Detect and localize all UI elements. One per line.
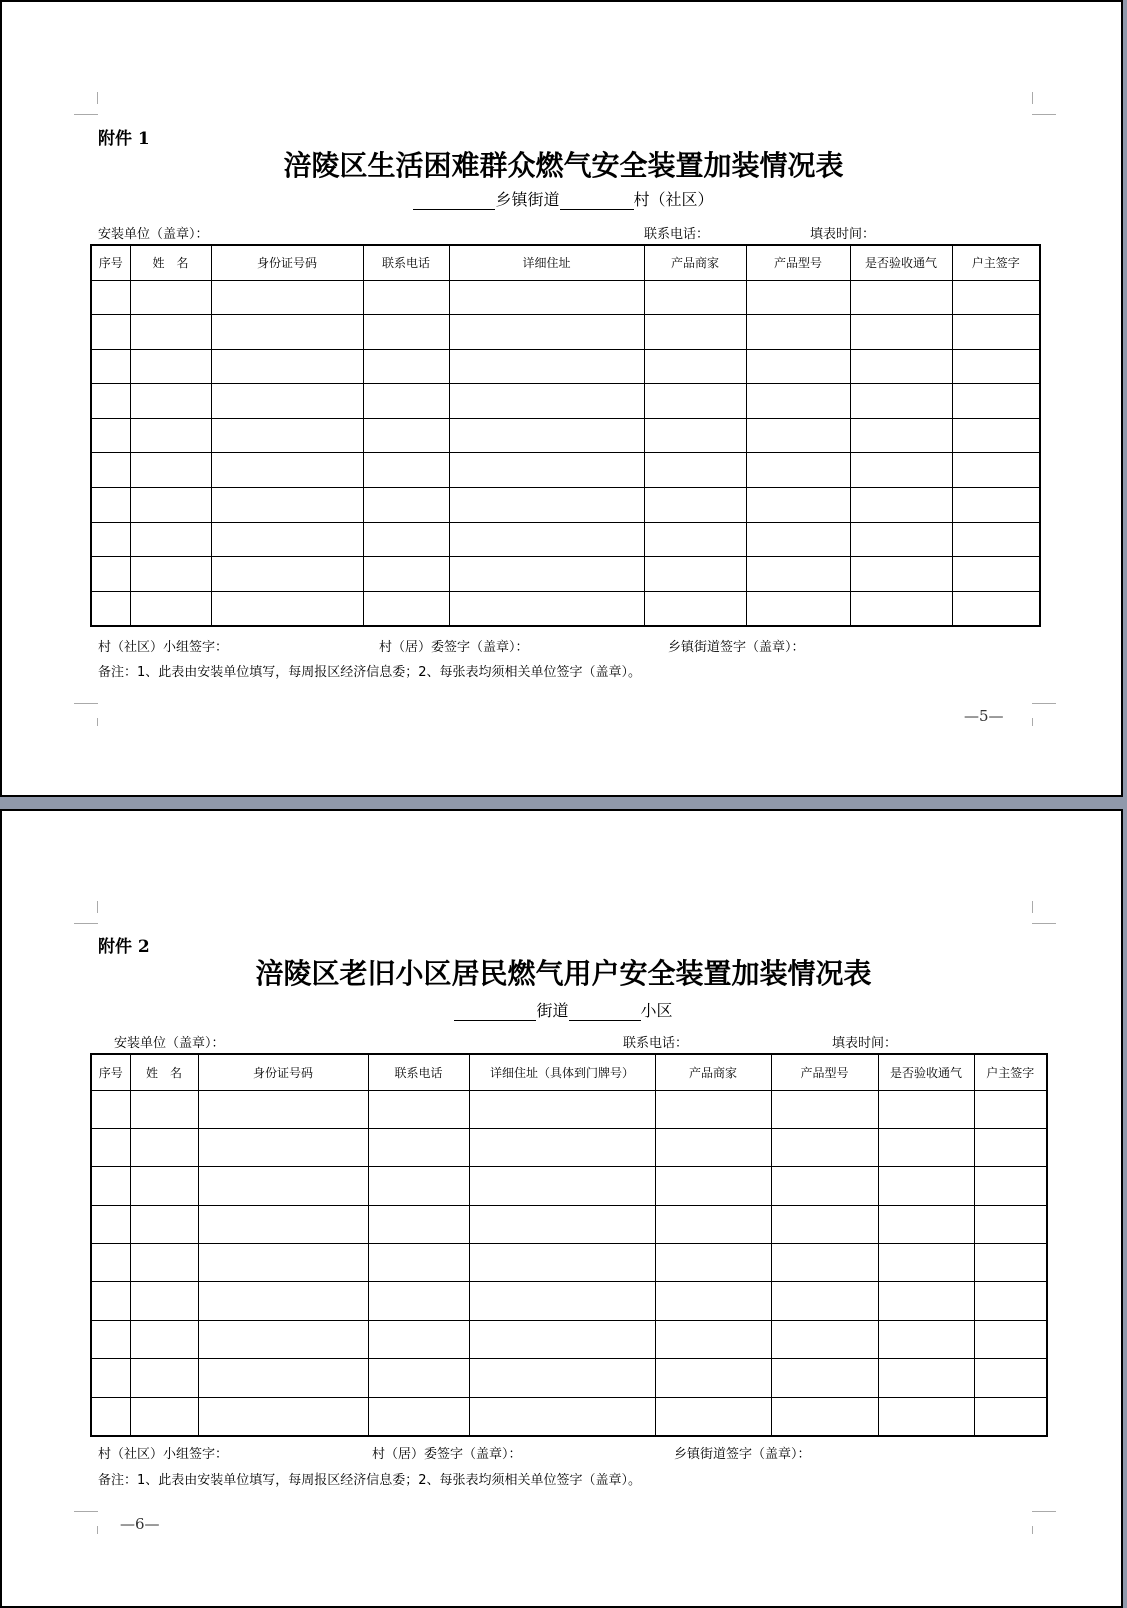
table-cell[interactable]	[130, 522, 211, 557]
table-cell[interactable]	[363, 522, 449, 557]
form-subtitle	[2, 998, 1125, 1021]
column-header: 姓 名	[130, 245, 211, 280]
table-cell[interactable]	[211, 557, 363, 592]
page-5	[0, 0, 1123, 797]
table-cell[interactable]	[644, 280, 746, 315]
table-cell[interactable]	[878, 1282, 974, 1320]
table-cell[interactable]	[655, 1128, 771, 1166]
table-cell[interactable]	[449, 522, 644, 557]
table-cell[interactable]	[449, 384, 644, 419]
column-header: 详细住址（具体到门牌号）	[469, 1054, 655, 1090]
table-cell[interactable]	[771, 1320, 878, 1358]
table-row	[91, 349, 1040, 384]
table-cell[interactable]	[91, 453, 130, 488]
table-cell[interactable]	[91, 315, 130, 350]
table-cell[interactable]	[771, 1397, 878, 1435]
crop-mark	[1032, 1526, 1033, 1534]
table-cell[interactable]	[746, 488, 850, 523]
table-cell[interactable]	[644, 557, 746, 592]
table-row	[91, 1167, 1047, 1205]
table-row	[91, 1320, 1047, 1358]
table-cell[interactable]	[130, 1128, 198, 1166]
table-cell[interactable]	[91, 1397, 130, 1435]
table-cell[interactable]	[644, 384, 746, 419]
table-cell[interactable]	[130, 1244, 198, 1282]
crop-mark	[74, 1511, 98, 1512]
column-header: 联系电话	[368, 1054, 469, 1090]
table-cell[interactable]	[368, 1167, 469, 1205]
table-cell[interactable]	[198, 1244, 368, 1282]
crop-mark	[74, 114, 98, 115]
table-cell[interactable]	[198, 1167, 368, 1205]
table-cell[interactable]	[655, 1359, 771, 1397]
table-cell[interactable]	[368, 1282, 469, 1320]
table-cell[interactable]	[368, 1397, 469, 1435]
table-cell[interactable]	[198, 1205, 368, 1243]
street-blank[interactable]	[454, 1004, 536, 1021]
table-cell[interactable]	[449, 418, 644, 453]
table-cell[interactable]	[91, 418, 130, 453]
table-row	[91, 557, 1040, 592]
table-cell[interactable]	[746, 280, 850, 315]
annex-label: 附件 1	[98, 129, 150, 149]
page-number: —5—	[964, 707, 1004, 725]
table-cell[interactable]	[91, 349, 130, 384]
table-cell[interactable]	[368, 1205, 469, 1243]
table-cell[interactable]	[952, 488, 1040, 523]
table-cell[interactable]	[198, 1282, 368, 1320]
column-header: 详细住址	[449, 245, 644, 280]
table-cell[interactable]	[469, 1244, 655, 1282]
table-cell[interactable]	[469, 1205, 655, 1243]
table-cell[interactable]	[130, 1359, 198, 1397]
crop-mark	[97, 901, 98, 913]
fill-time-label: 填表时间：	[832, 1036, 898, 1051]
column-header: 姓 名	[130, 1054, 198, 1090]
table-cell[interactable]	[771, 1090, 878, 1128]
table-cell[interactable]	[91, 384, 130, 419]
table-cell[interactable]	[771, 1244, 878, 1282]
table-cell[interactable]	[746, 591, 850, 626]
table-cell[interactable]	[363, 557, 449, 592]
table-row	[91, 488, 1040, 523]
table-cell[interactable]	[469, 1282, 655, 1320]
install-unit-label: 安装单位（盖章）：	[114, 1036, 225, 1051]
crop-mark	[1032, 92, 1033, 104]
table-row	[91, 1128, 1047, 1166]
table-cell[interactable]	[449, 591, 644, 626]
table-cell[interactable]	[91, 522, 130, 557]
table-header-row	[91, 1054, 1047, 1090]
table-cell[interactable]	[130, 315, 211, 350]
table-cell[interactable]	[130, 591, 211, 626]
table-cell[interactable]	[850, 591, 952, 626]
table-cell[interactable]	[449, 453, 644, 488]
table-cell[interactable]	[771, 1205, 878, 1243]
table-cell[interactable]	[368, 1244, 469, 1282]
table-cell[interactable]	[469, 1359, 655, 1397]
table-cell[interactable]	[878, 1090, 974, 1128]
table-row	[91, 418, 1040, 453]
village-blank[interactable]	[560, 193, 634, 210]
table-cell[interactable]	[211, 591, 363, 626]
table-cell[interactable]	[644, 315, 746, 350]
table-cell[interactable]	[644, 418, 746, 453]
table-cell[interactable]	[974, 1320, 1047, 1358]
table-cell[interactable]	[130, 280, 211, 315]
table-cell[interactable]	[363, 349, 449, 384]
table-cell[interactable]	[363, 315, 449, 350]
table-cell[interactable]	[130, 1397, 198, 1435]
table-row	[91, 1205, 1047, 1243]
table-cell[interactable]	[655, 1397, 771, 1435]
table-cell[interactable]	[130, 1205, 198, 1243]
table-cell[interactable]	[363, 418, 449, 453]
phone-label: 联系电话：	[644, 227, 710, 242]
table-cell[interactable]	[746, 384, 850, 419]
table-cell[interactable]	[655, 1167, 771, 1205]
table-cell[interactable]	[771, 1128, 878, 1166]
table-row	[91, 1397, 1047, 1435]
table-cell[interactable]	[746, 315, 850, 350]
table-cell[interactable]	[91, 1090, 130, 1128]
table-cell[interactable]	[130, 1090, 198, 1128]
town-signature-label: 乡镇街道签字（盖章）：	[674, 1447, 811, 1462]
column-header: 产品商家	[644, 245, 746, 280]
table-cell[interactable]	[771, 1167, 878, 1205]
table-cell[interactable]	[771, 1282, 878, 1320]
table-cell[interactable]	[850, 418, 952, 453]
table-cell[interactable]	[198, 1359, 368, 1397]
table-cell[interactable]	[850, 557, 952, 592]
table-cell[interactable]	[644, 591, 746, 626]
table-cell[interactable]	[130, 453, 211, 488]
community-blank[interactable]	[569, 1004, 641, 1021]
record-table	[90, 1053, 1048, 1437]
table-cell[interactable]	[644, 453, 746, 488]
table-cell[interactable]	[746, 453, 850, 488]
table-row	[91, 1359, 1047, 1397]
table-cell[interactable]	[363, 488, 449, 523]
table-cell[interactable]	[952, 522, 1040, 557]
table-cell[interactable]	[91, 1167, 130, 1205]
crop-mark	[97, 1526, 98, 1534]
table-cell[interactable]	[952, 453, 1040, 488]
table-cell[interactable]	[130, 349, 211, 384]
table-cell[interactable]	[746, 418, 850, 453]
table-cell[interactable]	[469, 1397, 655, 1435]
column-header: 序号	[91, 245, 130, 280]
crop-mark	[74, 703, 98, 704]
table-cell[interactable]	[974, 1282, 1047, 1320]
table-cell[interactable]	[363, 280, 449, 315]
annex-label: 附件 2	[98, 937, 150, 957]
table-cell[interactable]	[368, 1090, 469, 1128]
subtitle-town: 乡镇街道	[495, 190, 560, 209]
table-cell[interactable]	[91, 1128, 130, 1166]
page-6	[0, 809, 1123, 1608]
table-row	[91, 1282, 1047, 1320]
table-cell[interactable]	[449, 557, 644, 592]
table-cell[interactable]	[130, 384, 211, 419]
table-cell[interactable]	[91, 1205, 130, 1243]
table-cell[interactable]	[130, 1320, 198, 1358]
page-number: —6—	[120, 1515, 160, 1533]
table-cell[interactable]	[363, 591, 449, 626]
table-cell[interactable]	[198, 1320, 368, 1358]
table-cell[interactable]	[974, 1205, 1047, 1243]
table-row	[91, 280, 1040, 315]
table-cell[interactable]	[368, 1359, 469, 1397]
crop-mark	[97, 718, 98, 726]
table-row	[91, 384, 1040, 419]
form-title: 涪陵区生活困难群众燃气安全装置加装情况表	[283, 149, 844, 182]
table-cell[interactable]	[878, 1128, 974, 1166]
table-cell[interactable]	[655, 1320, 771, 1358]
crop-mark	[1032, 923, 1056, 924]
table-cell[interactable]	[198, 1090, 368, 1128]
table-cell[interactable]	[878, 1244, 974, 1282]
table-cell[interactable]	[469, 1320, 655, 1358]
table-cell[interactable]	[449, 488, 644, 523]
table-cell[interactable]	[91, 280, 130, 315]
install-unit-label: 安装单位（盖章）：	[98, 227, 209, 242]
record-table	[90, 244, 1041, 627]
column-header: 产品商家	[655, 1054, 771, 1090]
table-row	[91, 315, 1040, 350]
table-cell[interactable]	[644, 488, 746, 523]
table-cell[interactable]	[655, 1090, 771, 1128]
table-cell[interactable]	[655, 1244, 771, 1282]
town-blank[interactable]	[413, 193, 495, 210]
group-signature-label: 村（社区）小组签字：	[98, 640, 229, 655]
table-cell[interactable]	[878, 1320, 974, 1358]
table-cell[interactable]	[952, 418, 1040, 453]
table-cell[interactable]	[974, 1397, 1047, 1435]
column-header: 户主签字	[974, 1054, 1047, 1090]
subtitle-village: 村（社区）	[633, 190, 714, 209]
subtitle-street: 街道	[536, 1001, 569, 1020]
committee-signature-label: 村（居）委签字（盖章）：	[372, 1447, 522, 1462]
table-cell[interactable]	[363, 453, 449, 488]
table-cell[interactable]	[211, 349, 363, 384]
committee-signature-label: 村（居）委签字（盖章）：	[379, 640, 529, 655]
table-cell[interactable]	[850, 384, 952, 419]
table-cell[interactable]	[211, 453, 363, 488]
crop-mark	[1032, 718, 1033, 726]
table-cell[interactable]	[130, 1282, 198, 1320]
table-cell[interactable]	[974, 1090, 1047, 1128]
table-row	[91, 591, 1040, 626]
fill-time-label: 填表时间：	[810, 227, 876, 242]
table-cell[interactable]	[198, 1397, 368, 1435]
column-header: 身份证号码	[211, 245, 363, 280]
table-cell[interactable]	[644, 349, 746, 384]
table-cell[interactable]	[952, 557, 1040, 592]
table-cell[interactable]	[850, 522, 952, 557]
table-cell[interactable]	[878, 1397, 974, 1435]
town-signature-label: 乡镇街道签字（盖章）：	[668, 640, 805, 655]
table-cell[interactable]	[878, 1359, 974, 1397]
table-cell[interactable]	[469, 1128, 655, 1166]
table-cell[interactable]	[952, 384, 1040, 419]
table-cell[interactable]	[368, 1320, 469, 1358]
table-cell[interactable]	[850, 488, 952, 523]
column-header: 联系电话	[363, 245, 449, 280]
column-header: 是否验收通气	[850, 245, 952, 280]
table-row	[91, 453, 1040, 488]
table-cell[interactable]	[449, 280, 644, 315]
table-cell[interactable]	[211, 522, 363, 557]
remark-note: 备注：1、此表由安装单位填写，每周报区经济信息委；2、每张表均须相关单位签字（盖章）。	[98, 1473, 642, 1488]
table-cell[interactable]	[850, 453, 952, 488]
table-cell[interactable]	[198, 1128, 368, 1166]
table-cell[interactable]	[130, 418, 211, 453]
crop-mark	[1032, 114, 1056, 115]
table-cell[interactable]	[952, 315, 1040, 350]
table-cell[interactable]	[952, 349, 1040, 384]
table-cell[interactable]	[952, 591, 1040, 626]
column-header: 是否验收通气	[878, 1054, 974, 1090]
table-cell[interactable]	[211, 280, 363, 315]
column-header: 序号	[91, 1054, 130, 1090]
crop-mark	[74, 923, 98, 924]
table-cell[interactable]	[368, 1128, 469, 1166]
crop-mark	[1032, 703, 1056, 704]
table-cell[interactable]	[746, 522, 850, 557]
table-header-row	[91, 245, 1040, 280]
table-cell[interactable]	[974, 1359, 1047, 1397]
group-signature-label: 村（社区）小组签字：	[98, 1447, 229, 1462]
table-cell[interactable]	[469, 1090, 655, 1128]
table-cell[interactable]	[211, 488, 363, 523]
table-cell[interactable]	[449, 315, 644, 350]
table-cell[interactable]	[644, 522, 746, 557]
table-cell[interactable]	[130, 1167, 198, 1205]
table-row	[91, 1090, 1047, 1128]
crop-mark	[1032, 1511, 1056, 1512]
table-cell[interactable]	[974, 1128, 1047, 1166]
table-cell[interactable]	[211, 384, 363, 419]
table-cell[interactable]	[91, 557, 130, 592]
remark-note: 备注：1、此表由安装单位填写，每周报区经济信息委；2、每张表均须相关单位签字（盖章）。	[98, 665, 642, 680]
table-cell[interactable]	[771, 1359, 878, 1397]
table-cell[interactable]	[655, 1205, 771, 1243]
table-cell[interactable]	[655, 1282, 771, 1320]
crop-mark	[97, 92, 98, 104]
table-cell[interactable]	[91, 1244, 130, 1282]
crop-mark	[1032, 901, 1033, 913]
table-row	[91, 522, 1040, 557]
table-cell[interactable]	[91, 1359, 130, 1397]
form-subtitle	[2, 187, 1125, 210]
subtitle-community: 小区	[640, 1001, 673, 1020]
table-cell[interactable]	[746, 349, 850, 384]
phone-label: 联系电话：	[623, 1036, 689, 1051]
table-cell[interactable]	[449, 349, 644, 384]
table-cell[interactable]	[91, 1320, 130, 1358]
table-cell[interactable]	[850, 349, 952, 384]
table-cell[interactable]	[91, 488, 130, 523]
table-cell[interactable]	[469, 1167, 655, 1205]
table-cell[interactable]	[952, 280, 1040, 315]
table-cell[interactable]	[130, 557, 211, 592]
column-header: 产品型号	[746, 245, 850, 280]
column-header: 户主签字	[952, 245, 1040, 280]
table-cell[interactable]	[91, 591, 130, 626]
table-row	[91, 1244, 1047, 1282]
table-cell[interactable]	[211, 418, 363, 453]
table-cell[interactable]	[91, 1282, 130, 1320]
column-header: 产品型号	[771, 1054, 878, 1090]
table-cell[interactable]	[878, 1167, 974, 1205]
table-cell[interactable]	[974, 1167, 1047, 1205]
table-cell[interactable]	[850, 315, 952, 350]
table-cell[interactable]	[850, 280, 952, 315]
table-cell[interactable]	[130, 488, 211, 523]
table-cell[interactable]	[878, 1205, 974, 1243]
table-cell[interactable]	[363, 384, 449, 419]
column-header: 身份证号码	[198, 1054, 368, 1090]
table-cell[interactable]	[211, 315, 363, 350]
form-title: 涪陵区老旧小区居民燃气用户安全装置加装情况表	[255, 957, 872, 990]
table-cell[interactable]	[746, 557, 850, 592]
table-cell[interactable]	[974, 1244, 1047, 1282]
